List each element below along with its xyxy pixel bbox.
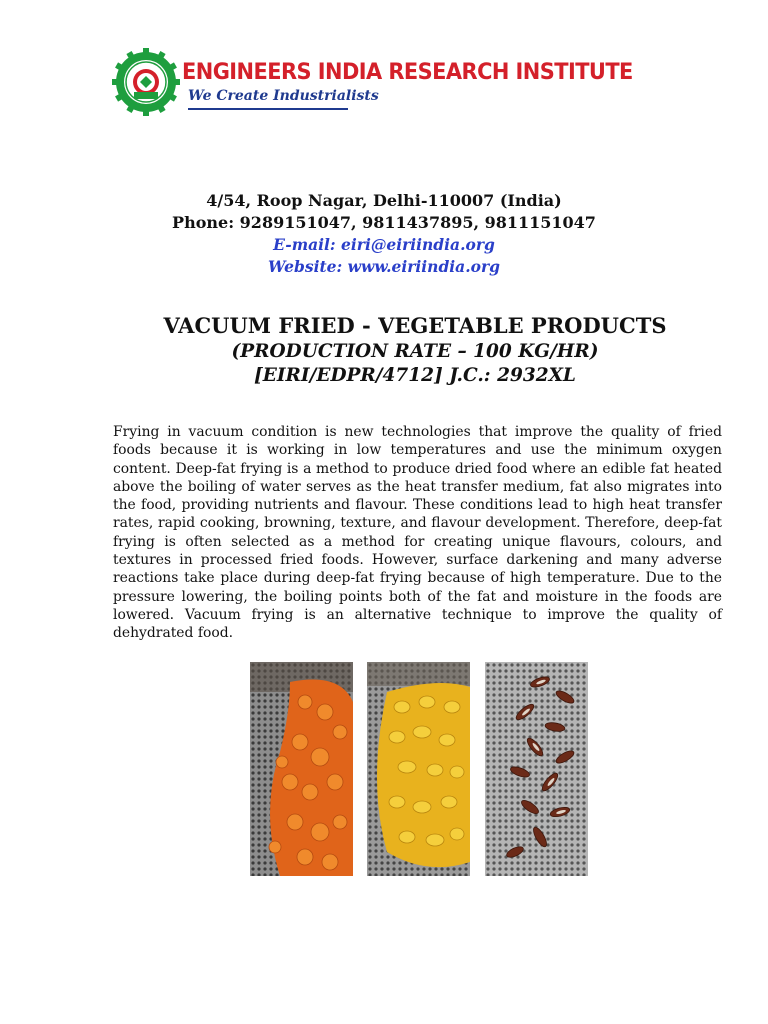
tagline-underline: [188, 108, 348, 110]
email-link[interactable]: E-mail: eiri@eiriindia.org: [273, 235, 495, 254]
production-rate: (PRODUCTION RATE – 100 KG/HR): [231, 341, 599, 362]
phone: Phone: 9289151047, 9811437895, 9811151047: [172, 213, 596, 232]
photo-strip: [250, 662, 588, 876]
reference-code: [EIRI/EDPR/4712] J.C.: 2932XL: [254, 365, 576, 386]
document-title: VACUUM FRIED - VEGETABLE PRODUCTS: [163, 313, 667, 338]
fried-banana-chips-photo-icon: [367, 662, 470, 876]
fried-carrot-chips-photo-icon: [250, 662, 353, 876]
organization-name: ENGINEERS INDIA RESEARCH INSTITUTE: [182, 59, 633, 85]
gear-seal-logo-icon: [112, 48, 180, 116]
body-paragraph: Frying in vacuum condition is new technologies that improve the quality of fried foods because it is working in low temperatures and use the minimum oxygen content. Deep-fat frying is a method to produce dried food where an edible fat heated above the boiling of water serves as the heat transfer medium, fat also migrates into the food, providing nutrients and flavour. These conditions lead to high heat transfer rates, rapid cooking, browning, texture, and flavour development. Therefore, deep-fat frying is often selected as a method for creating unique flavours, colours, and textures in processed fried foods. However, surface darkening and many adverse reactions take place during deep-fat frying because of high temperature. Due to the pressure lowering, the boiling points both of the fat and moisture in the foods are lowered. Vacuum frying is an alternative technique to improve the quality of dehydrated food.: [113, 424, 722, 642]
title-block: [0, 312, 768, 388]
contact-block: [0, 190, 768, 278]
address: 4/54, Roop Nagar, Delhi-110007 (India): [206, 191, 562, 210]
header: [112, 48, 633, 120]
website-link[interactable]: Website: www.eiriindia.org: [268, 257, 500, 276]
tagline: We Create Industrialists: [188, 88, 379, 104]
fried-dates-photo-icon: [485, 662, 588, 876]
